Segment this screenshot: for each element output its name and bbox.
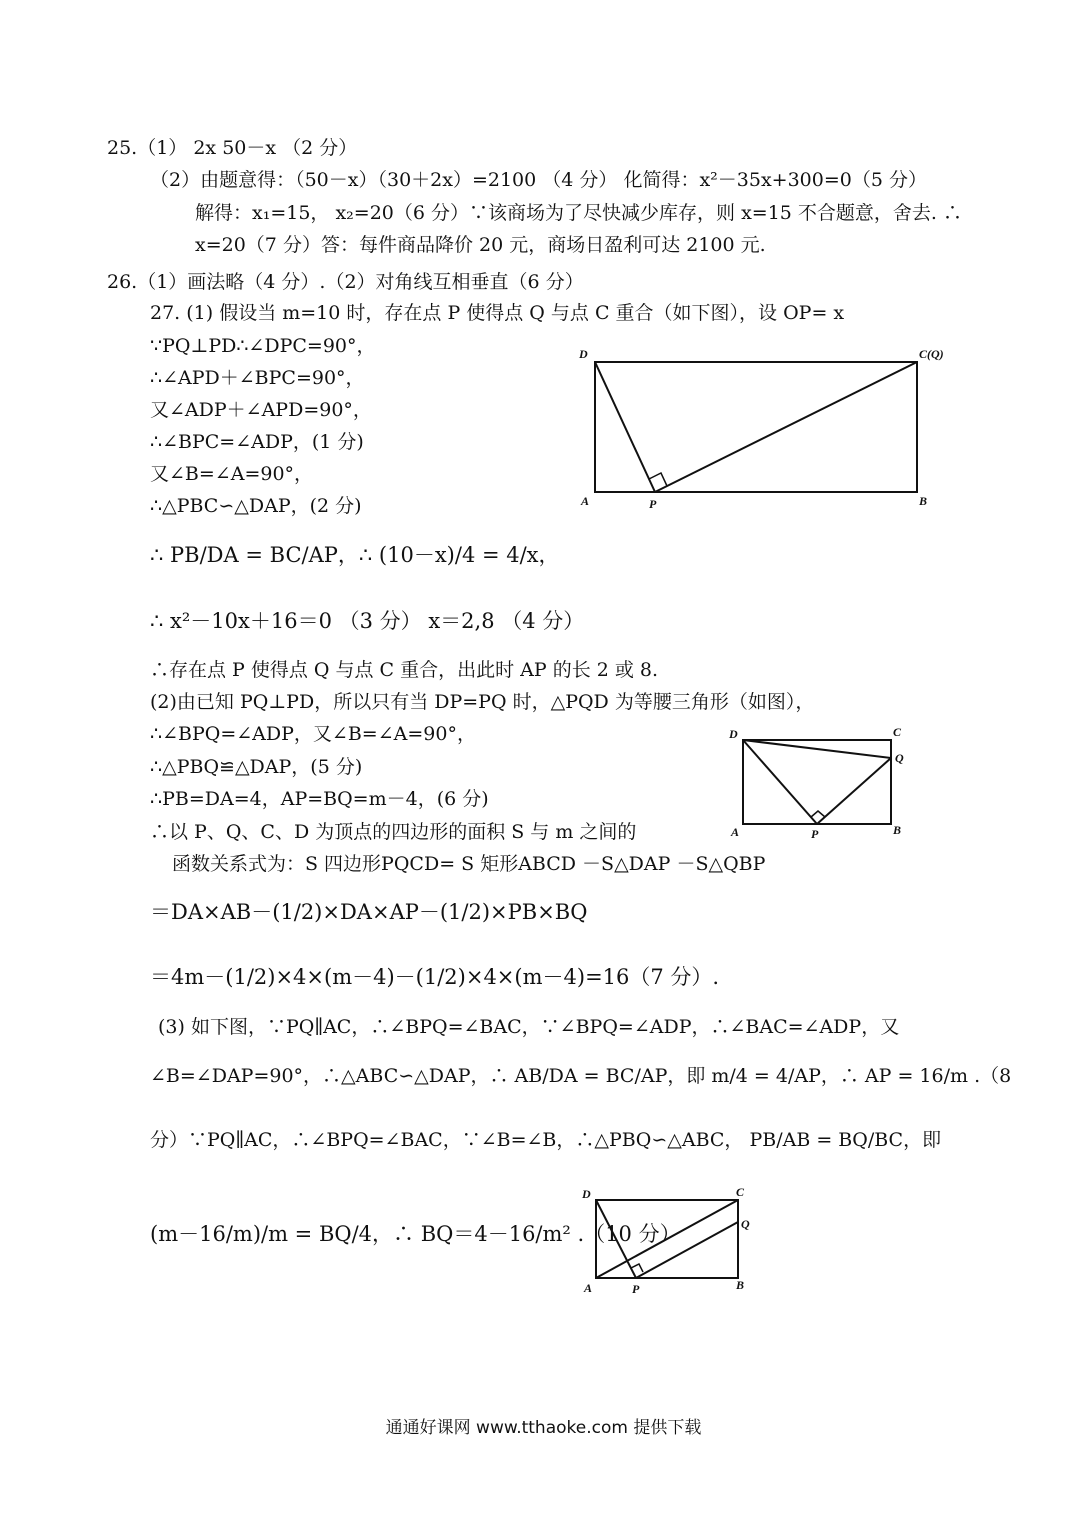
text-line: （2）由题意得：（50－x）（30＋2x）=2100 （4 分） 化简得：x²－35x+300=0（5 分） — [150, 169, 927, 191]
text-line: ∴∠APD＋∠BPC=90°， — [150, 367, 365, 389]
label-a: A — [731, 825, 740, 839]
text-line: (2)由已知 PQ⊥PD，所以只有当 DP=PQ 时，△PQD 为等腰三角形（如图）， — [150, 691, 815, 713]
segment-dp — [595, 362, 655, 492]
label-c: C — [736, 1185, 745, 1199]
text-line: ∴以 P、Q、C、D 为顶点的四边形的面积 S 与 m 之间的 — [150, 821, 637, 843]
text-line: (3) 如下图，∵PQ∥AC，∴∠BPQ=∠BAC，∵∠BPQ=∠ADP，∴∠BAC=∠ADP，又 — [158, 1016, 900, 1038]
label-q: Q — [741, 1217, 750, 1231]
label-p: P — [811, 827, 819, 841]
label-q: Q — [895, 751, 904, 765]
figure-1 — [575, 340, 955, 520]
text-line: 函数关系式为：S 四边形PQCD= S 矩形ABCD －S△DAP －S△QBP — [172, 853, 766, 875]
segment-dp — [743, 740, 817, 824]
segment-pq — [817, 758, 891, 824]
segment-dq — [743, 740, 891, 758]
text-line: ∴存在点 P 使得点 Q 与点 C 重合，出此时 AP 的长 2 或 8. — [150, 659, 659, 681]
text-line: 27. (1) 假设当 m=10 时，存在点 P 使得点 Q 与点 C 重合（如下图），设 OP= x — [150, 302, 845, 324]
text-line: x=20（7 分）答：每件商品降价 20 元，商场日盈利可达 2100 元. — [195, 234, 766, 256]
label-d: D — [579, 347, 588, 361]
label-b: B — [893, 823, 902, 837]
text-line: 又∠ADP＋∠APD=90°， — [150, 399, 372, 421]
figure-3 — [578, 1182, 758, 1297]
text-line: 26.（1）画法略（4 分）.（2）对角线互相垂直（6 分） — [107, 271, 584, 293]
text-line: ∴△PBQ≌△DAP，(5 分) — [150, 756, 363, 778]
footer-source: 通通好课网 www.tthaoke.com 提供下载 — [385, 1418, 702, 1438]
right-angle-mark — [811, 811, 825, 817]
text-line: ∠B=∠DAP=90°，∴△ABC∽△DAP，∴ AB/DA = BC/AP，即 m/4 = 4/AP，∴ AP = 16/m .（8 — [150, 1065, 1012, 1087]
figure-2 — [725, 722, 915, 847]
text-line: 又∠B=∠A=90°， — [150, 463, 314, 485]
text-line: (m－16/m)/m = BQ/4，∴ BQ＝4－16/m² .（10 分） — [150, 1222, 681, 1246]
text-line: ∴△PBC∽△DAP，(2 分) — [150, 495, 362, 517]
label-c: C(Q) — [919, 347, 944, 361]
label-a: A — [581, 494, 590, 508]
text-line: ∴∠BPQ=∠ADP，又∠B=∠A=90°， — [150, 723, 476, 745]
label-b: B — [919, 494, 928, 508]
text-line: ＝DA×AB－(1/2)×DA×AP－(1/2)×PB×BQ — [150, 900, 588, 924]
text-line: ∴ PB/DA = BC/AP，∴ (10－x)/4 = 4/x， — [150, 543, 560, 567]
label-d: D — [582, 1187, 591, 1201]
diagonal-ac — [596, 1200, 738, 1278]
label-c: C — [893, 725, 902, 739]
label-a: A — [584, 1281, 593, 1295]
text-line: ＝4m－(1/2)×4×(m－4)－(1/2)×4×(m－4)=16（7 分）. — [150, 965, 720, 989]
text-line: ∴ x²－10x＋16＝0 （3 分） x＝2,8 （4 分） — [150, 609, 585, 633]
text-line: ∵PQ⊥PD∴∠DPC=90°， — [150, 335, 376, 357]
rect-abcd — [595, 362, 917, 492]
label-p: P — [632, 1282, 640, 1296]
label-b: B — [736, 1278, 745, 1292]
label-d: D — [729, 727, 738, 741]
segment-pc — [655, 362, 917, 492]
text-line: 25.（1） 2x 50－x （2 分） — [107, 137, 358, 159]
text-line: ∴∠BPC=∠ADP，(1 分) — [150, 431, 364, 453]
text-line: 分）∵PQ∥AC，∴∠BPQ=∠BAC，∵∠B=∠B，∴△PBQ∽△ABC， PB/AB = BQ/BC，即 — [150, 1129, 942, 1151]
text-line: ∴PB=DA=4，AP=BQ=m－4，(6 分) — [150, 788, 489, 810]
segment-pq — [636, 1222, 738, 1278]
text-line: 解得：x₁=15， x₂=20（6 分）∵该商场为了尽快减少库存，则 x=15 不合题意，舍去. ∴ — [195, 202, 962, 224]
label-p: P — [649, 497, 657, 511]
